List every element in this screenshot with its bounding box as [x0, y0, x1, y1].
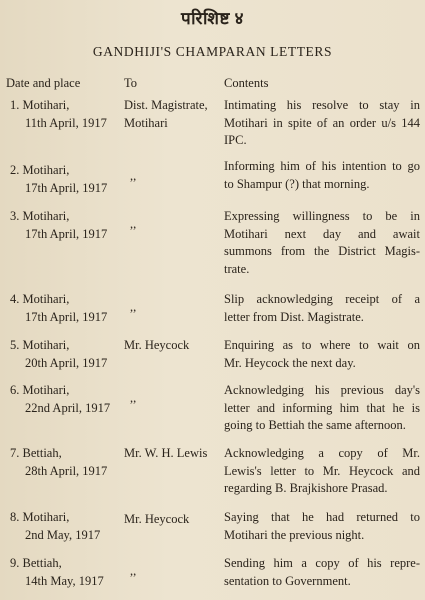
contents-line: Lewis's letter to Mr. Heycock and	[224, 463, 420, 478]
date-place-line: 8. Motihari,	[10, 510, 70, 524]
date-place-line: 17th April, 1917	[25, 180, 108, 195]
letter-recipient	[124, 445, 224, 463]
date-place-line: 17th April, 1917	[25, 226, 108, 241]
contents-line: Enquiring as to where to wait on	[224, 338, 420, 352]
letter-recipient	[124, 390, 224, 408]
recipient-line: Mr. W. H. Lewis	[124, 446, 208, 460]
date-place-line: 6. Motihari,	[10, 383, 70, 397]
date-place-line: 3. Motihari,	[10, 209, 70, 223]
letter-date-place	[10, 291, 122, 326]
letter-recipient	[124, 97, 224, 132]
appendix-heading-hindi: परिशिष्ट ४	[181, 9, 244, 28]
letter-contents	[224, 337, 420, 372]
contents-line: letter and informing him that he is	[224, 400, 420, 415]
recipient-line: Mr. Heycock	[124, 512, 190, 526]
letter-date-place	[10, 555, 122, 590]
contents-line: Slip acknowledging receipt of a	[224, 292, 420, 306]
appendix-title: GANDHIJI'S CHAMPARAN LETTERS	[92, 44, 333, 59]
column-header-to: To	[124, 76, 138, 90]
letter-recipient	[124, 299, 224, 317]
contents-line: Mr. Heycock the next day.	[224, 355, 356, 370]
contents-line: Expressing willingness to be in	[224, 209, 420, 223]
contents-line: Sending him a copy of his repre-	[224, 556, 420, 570]
contents-line: Informing him of his intention to go	[224, 159, 420, 173]
date-place-line: 14th May, 1917	[25, 573, 104, 588]
date-place-line: 4. Motihari,	[10, 292, 70, 306]
letter-date-place	[10, 97, 122, 132]
contents-line: Intimating his resolve to stay in	[224, 98, 420, 112]
recipient-line: ,,	[130, 217, 137, 231]
contents-line: trate.	[224, 261, 250, 276]
contents-line: Motihari in spite of an order u/s 144	[224, 115, 420, 130]
contents-line: Acknowledging a copy of Mr.	[224, 446, 420, 460]
date-place-line: 2nd May, 1917	[25, 527, 101, 542]
contents-line: summons from the District Magis-	[224, 244, 420, 258]
date-place-line: 20th April, 1917	[25, 355, 108, 370]
contents-line: Acknowledging his previous day's	[224, 383, 420, 397]
contents-line: sentation to Government.	[224, 573, 351, 588]
letter-date-place	[10, 382, 122, 417]
letter-contents	[224, 509, 420, 544]
date-place-line: 28th April, 1917	[25, 463, 108, 478]
recipient-line: ,,	[130, 169, 137, 183]
column-header-contents: Contents	[224, 76, 269, 90]
letter-recipient	[124, 168, 224, 186]
letter-contents	[224, 158, 420, 193]
letter-contents	[224, 97, 420, 150]
date-place-line: 7. Bettiah,	[10, 446, 62, 460]
letter-date-place	[10, 162, 122, 197]
letter-date-place	[10, 337, 122, 372]
recipient-line: Mr. Heycock	[124, 338, 190, 352]
letter-recipient	[124, 511, 224, 529]
contents-line: regarding B. Brajkishore Prasad.	[224, 481, 388, 495]
date-place-line: 17th April, 1917	[25, 309, 108, 324]
recipient-line: Motihari	[124, 115, 168, 130]
letter-contents	[224, 445, 420, 498]
contents-line: going to Bettiah the same afternoon.	[224, 418, 406, 432]
column-header-date-place: Date and place	[6, 76, 81, 90]
contents-line: Motihari the previous night.	[224, 527, 365, 542]
contents-line: Motihari next day and await	[224, 226, 420, 241]
letter-date-place	[10, 208, 122, 243]
recipient-line: ,,	[130, 391, 137, 405]
letter-contents	[224, 208, 420, 278]
recipient-line: Dist. Magistrate,	[124, 98, 208, 112]
letter-recipient	[124, 563, 224, 581]
date-place-line: 9. Bettiah,	[10, 556, 62, 570]
letter-recipient	[124, 216, 224, 234]
letter-contents	[224, 291, 420, 326]
contents-line: IPC.	[224, 133, 247, 147]
letter-recipient	[124, 337, 224, 355]
letter-contents	[224, 382, 420, 435]
date-place-line: 1. Motihari,	[10, 98, 70, 112]
date-place-line: 11th April, 1917	[25, 115, 107, 130]
date-place-line: 22nd April, 1917	[25, 400, 111, 415]
letter-date-place	[10, 509, 122, 544]
date-place-line: 5. Motihari,	[10, 338, 70, 352]
letter-contents	[224, 555, 420, 590]
recipient-line: ,,	[130, 564, 137, 578]
letter-date-place	[10, 445, 122, 480]
date-place-line: 2. Motihari,	[10, 163, 70, 177]
recipient-line: ,,	[130, 300, 137, 314]
contents-line: to Shampur (?) that morning.	[224, 176, 370, 191]
contents-line: letter from Dist. Magistrate.	[224, 309, 364, 324]
contents-line: Saying that he had returned to	[224, 510, 420, 524]
